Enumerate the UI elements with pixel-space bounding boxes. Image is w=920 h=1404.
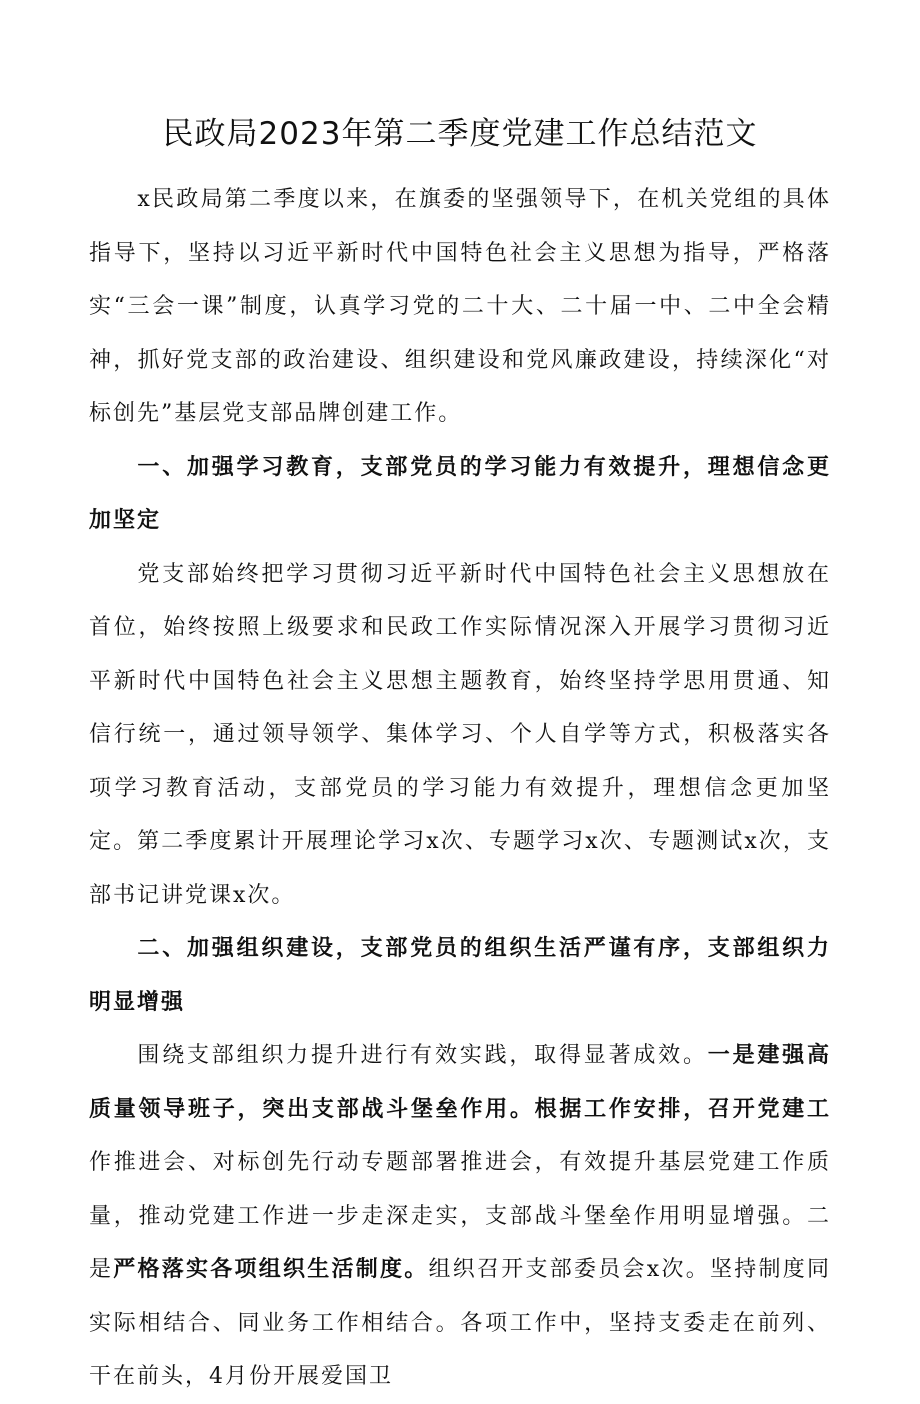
section-1-paragraph: 党支部始终把学习贯彻习近平新时代中国特色社会主义思想放在首位，始终按照上级要求和民政工作实际情况深入开展学习贯彻习近平新时代中国特色社会主义思想主题教育，始终坚持学思用贯通、知信行统一，通过领导领学、集体学习、个人自学等方式，积极落实各项学习教育活动，支部党员的学习能力有效提升，理想信念更加坚定。第二季度累计开展理论学习x次、专题学习x次、专题测试x次，支部书记讲党课x次。: [89, 561, 831, 908]
section-1-heading: 一、加强学习教育，支部党员的学习能力有效提升，理想信念更加坚定: [89, 454, 831, 533]
section-2-point-1-title: 一是建强高质量领导班子，突出支部战斗堡垒作用。根据工作安排，召开党建工: [89, 1043, 831, 1122]
document-body: [89, 173, 831, 1404]
section-2-heading: 二、加强组织建设，支部党员的组织生活严谨有序，支部组织力明显增强: [89, 936, 831, 1015]
section-2-paragraph: [89, 1029, 831, 1404]
document-title: 民政局2023年第二季度党建工作总结范文: [162, 116, 758, 152]
section-2-lead: 围绕支部组织力提升进行有效实践，取得显著成效。: [137, 1043, 708, 1068]
section-2-point-2-prefix: 二是: [89, 1203, 831, 1282]
section-2-point-1-body: 作推进会、对标创先行动专题部署推进会，有效提升基层党建工作质量，推动党建工作进一步走深走实，支部战斗堡垒作用明显增强。: [89, 1150, 831, 1229]
section-2-point-2-body: 组织召开支部委员会x次。坚持制度同实际相结合、同业务工作相结合。各项工作中，坚持支委走在前列、干在前头，4月份开展爱国卫: [89, 1257, 831, 1389]
section-2-point-2-title: 严格落实各项组织生活制度。: [113, 1257, 429, 1282]
intro-paragraph: x民政局第二季度以来，在旗委的坚强领导下，在机关党组的具体指导下，坚持以习近平新时代中国特色社会主义思想为指导，严格落实“三会一课”制度，认真学习党的二十大、二十届一中、二中全会精神，抓好党支部的政治建设、组织建设和党风廉政建设，持续深化“对标创先”基层党支部品牌创建工作。: [89, 187, 831, 426]
